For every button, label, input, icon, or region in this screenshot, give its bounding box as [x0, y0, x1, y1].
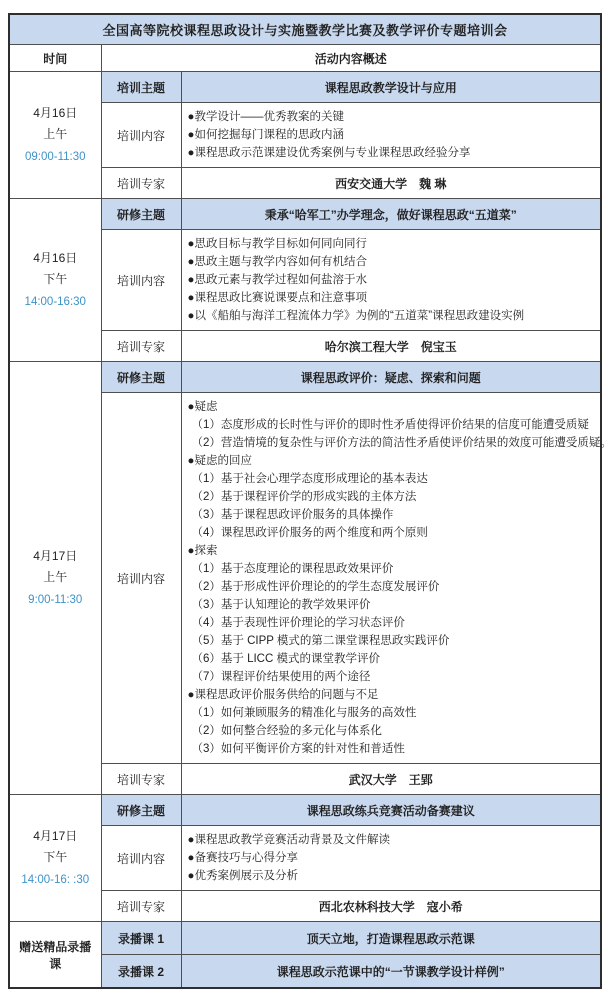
col-header-content: 活动内容概述: [101, 45, 601, 72]
content-cell-1: [181, 103, 601, 168]
page-title: 全国高等院校课程思政设计与实施暨教学比赛及教学评价专题培训会: [9, 14, 601, 45]
session-date: 4月17日: [33, 548, 78, 563]
content-cell-2: [181, 230, 601, 331]
content-line: ●课程思政示范课建设优秀案例与专业课程思政经验分享: [187, 147, 471, 159]
theme-title-1: 课程思政教学设计与应用: [181, 72, 601, 103]
content-line: （7）课程评价结果使用的两个途径: [191, 671, 371, 683]
content-line: ●思政主题与教学内容如何有机结合: [187, 256, 367, 268]
content-line: ●优秀案例展示及分析: [187, 870, 298, 882]
training-schedule-table: [8, 13, 612, 989]
content-line: （2）基于形成性评价理论的的学生态度发展评价: [191, 581, 440, 593]
content-label-4: 培训内容: [101, 826, 181, 891]
content-line: （3）基于课程思政评价服务的具体操作: [191, 509, 394, 521]
content-line: ●备赛技巧与心得分享: [187, 852, 298, 864]
content-line: （1）基于态度理论的课程思政效果评价: [191, 563, 394, 575]
content-label-3: 培训内容: [101, 393, 181, 764]
content-line: （4）基于表现性评价理论的学习状态评价: [191, 617, 405, 629]
expert-name-4: 西北农林科技大学 寇小希: [181, 891, 601, 922]
content-line: ●如何挖掘每门课程的思政内涵: [187, 129, 344, 141]
session-period: 下午: [43, 849, 68, 864]
content-line: ●探索: [187, 545, 218, 557]
content-line: （6）基于 LICC 模式的课堂教学评价: [191, 653, 380, 665]
content-line: （1）如何兼顾服务的精准化与服务的高效性: [191, 707, 417, 719]
content-line: ●思政目标与教学目标如何同向同行: [187, 238, 367, 250]
expert-label-4: 培训专家: [101, 891, 181, 922]
recorded-lesson-1-label: 录播课 1: [101, 922, 181, 955]
session-date: 4月17日: [33, 828, 78, 843]
content-line: （4）课程思政评价服务的两个维度和两个原则: [191, 527, 428, 539]
expert-label-3: 培训专家: [101, 764, 181, 795]
bonus-label: 赠送精品录播课: [9, 922, 101, 989]
expert-name-3: 武汉大学 王郢: [181, 764, 601, 795]
col-header-time: 时间: [9, 45, 101, 72]
expert-label-2: 培训专家: [101, 331, 181, 362]
theme-title-2: 秉承“哈军工”办学理念，做好课程思政“五道菜”: [181, 199, 601, 230]
session-period: 上午: [43, 569, 68, 584]
recorded-lesson-1-title: 顶天立地，打造课程思政示范课: [181, 922, 601, 955]
recorded-lesson-2-label: 录播课 2: [101, 955, 181, 989]
content-label-2: 培训内容: [101, 230, 181, 331]
session-time: 14:00-16: :30: [21, 873, 90, 886]
content-line: ●疑虑: [187, 401, 218, 413]
content-line: ●课程思政教学竞赛活动背景及文件解读: [187, 834, 390, 846]
content-line: ●课程思政比赛说课要点和注意事项: [187, 292, 367, 304]
content-line: （2）如何整合经验的多元化与体系化: [191, 725, 382, 737]
content-line: ●以《船舶与海洋工程流体力学》为例的“五道菜”课程思政建设实例: [187, 310, 525, 322]
session-period: 下午: [43, 271, 68, 286]
theme-title-4: 课程思政练兵竞赛活动备赛建议: [181, 795, 601, 826]
content-line: ●课程思政评价服务供给的问题与不足: [187, 689, 379, 701]
theme-label-3: 研修主题: [101, 362, 181, 393]
expert-name-1: 西安交通大学 魏 琳: [181, 168, 601, 199]
time-cell-session-2: [9, 199, 101, 362]
theme-label-2: 研修主题: [101, 199, 181, 230]
session-time: 14:00-16:30: [24, 295, 86, 308]
time-cell-session-4: [9, 795, 101, 922]
content-label-1: 培训内容: [101, 103, 181, 168]
content-line: ●思政元素与教学过程如何盐溶于水: [187, 274, 367, 286]
session-time: 09:00-11:30: [24, 150, 86, 163]
time-cell-session-1: [9, 72, 101, 199]
content-line: （2）营造情境的复杂性与评价方法的简洁性矛盾使评价结果的效度可能遭受质疑。: [191, 437, 612, 449]
content-line: （3）如何平衡评价方案的针对性和普适性: [191, 743, 405, 755]
content-line: ●教学设计——优秀教案的关键: [187, 111, 344, 123]
theme-label-1: 培训主题: [101, 72, 181, 103]
time-cell-session-3: [9, 362, 101, 795]
expert-label-1: 培训专家: [101, 168, 181, 199]
content-line: ●疑虑的回应: [187, 455, 252, 467]
content-line: （1）基于社会心理学态度形成理论的基本表达: [191, 473, 428, 485]
theme-title-3: 课程思政评价：疑虑、探索和问题: [181, 362, 601, 393]
theme-label-4: 研修主题: [101, 795, 181, 826]
content-line: （1）态度形成的长时性与评价的即时性矛盾使得评价结果的信度可能遭受质疑: [191, 419, 589, 431]
session-date: 4月16日: [33, 250, 78, 265]
content-cell-3: [181, 393, 612, 764]
expert-name-2: 哈尔滨工程大学 倪宝玉: [181, 331, 601, 362]
content-line: （2）基于课程评价学的形成实践的主体方法: [191, 491, 417, 503]
session-period: 上午: [43, 126, 68, 141]
content-cell-4: [181, 826, 601, 891]
session-date: 4月16日: [33, 105, 78, 120]
content-line: （5）基于 CIPP 模式的第二课堂课程思政实践评价: [191, 635, 450, 647]
session-time: 9:00-11:30: [28, 593, 83, 606]
content-line: （3）基于认知理论的教学效果评价: [191, 599, 371, 611]
recorded-lesson-2-title: 课程思政示范课中的“一节课教学设计样例”: [181, 955, 601, 989]
